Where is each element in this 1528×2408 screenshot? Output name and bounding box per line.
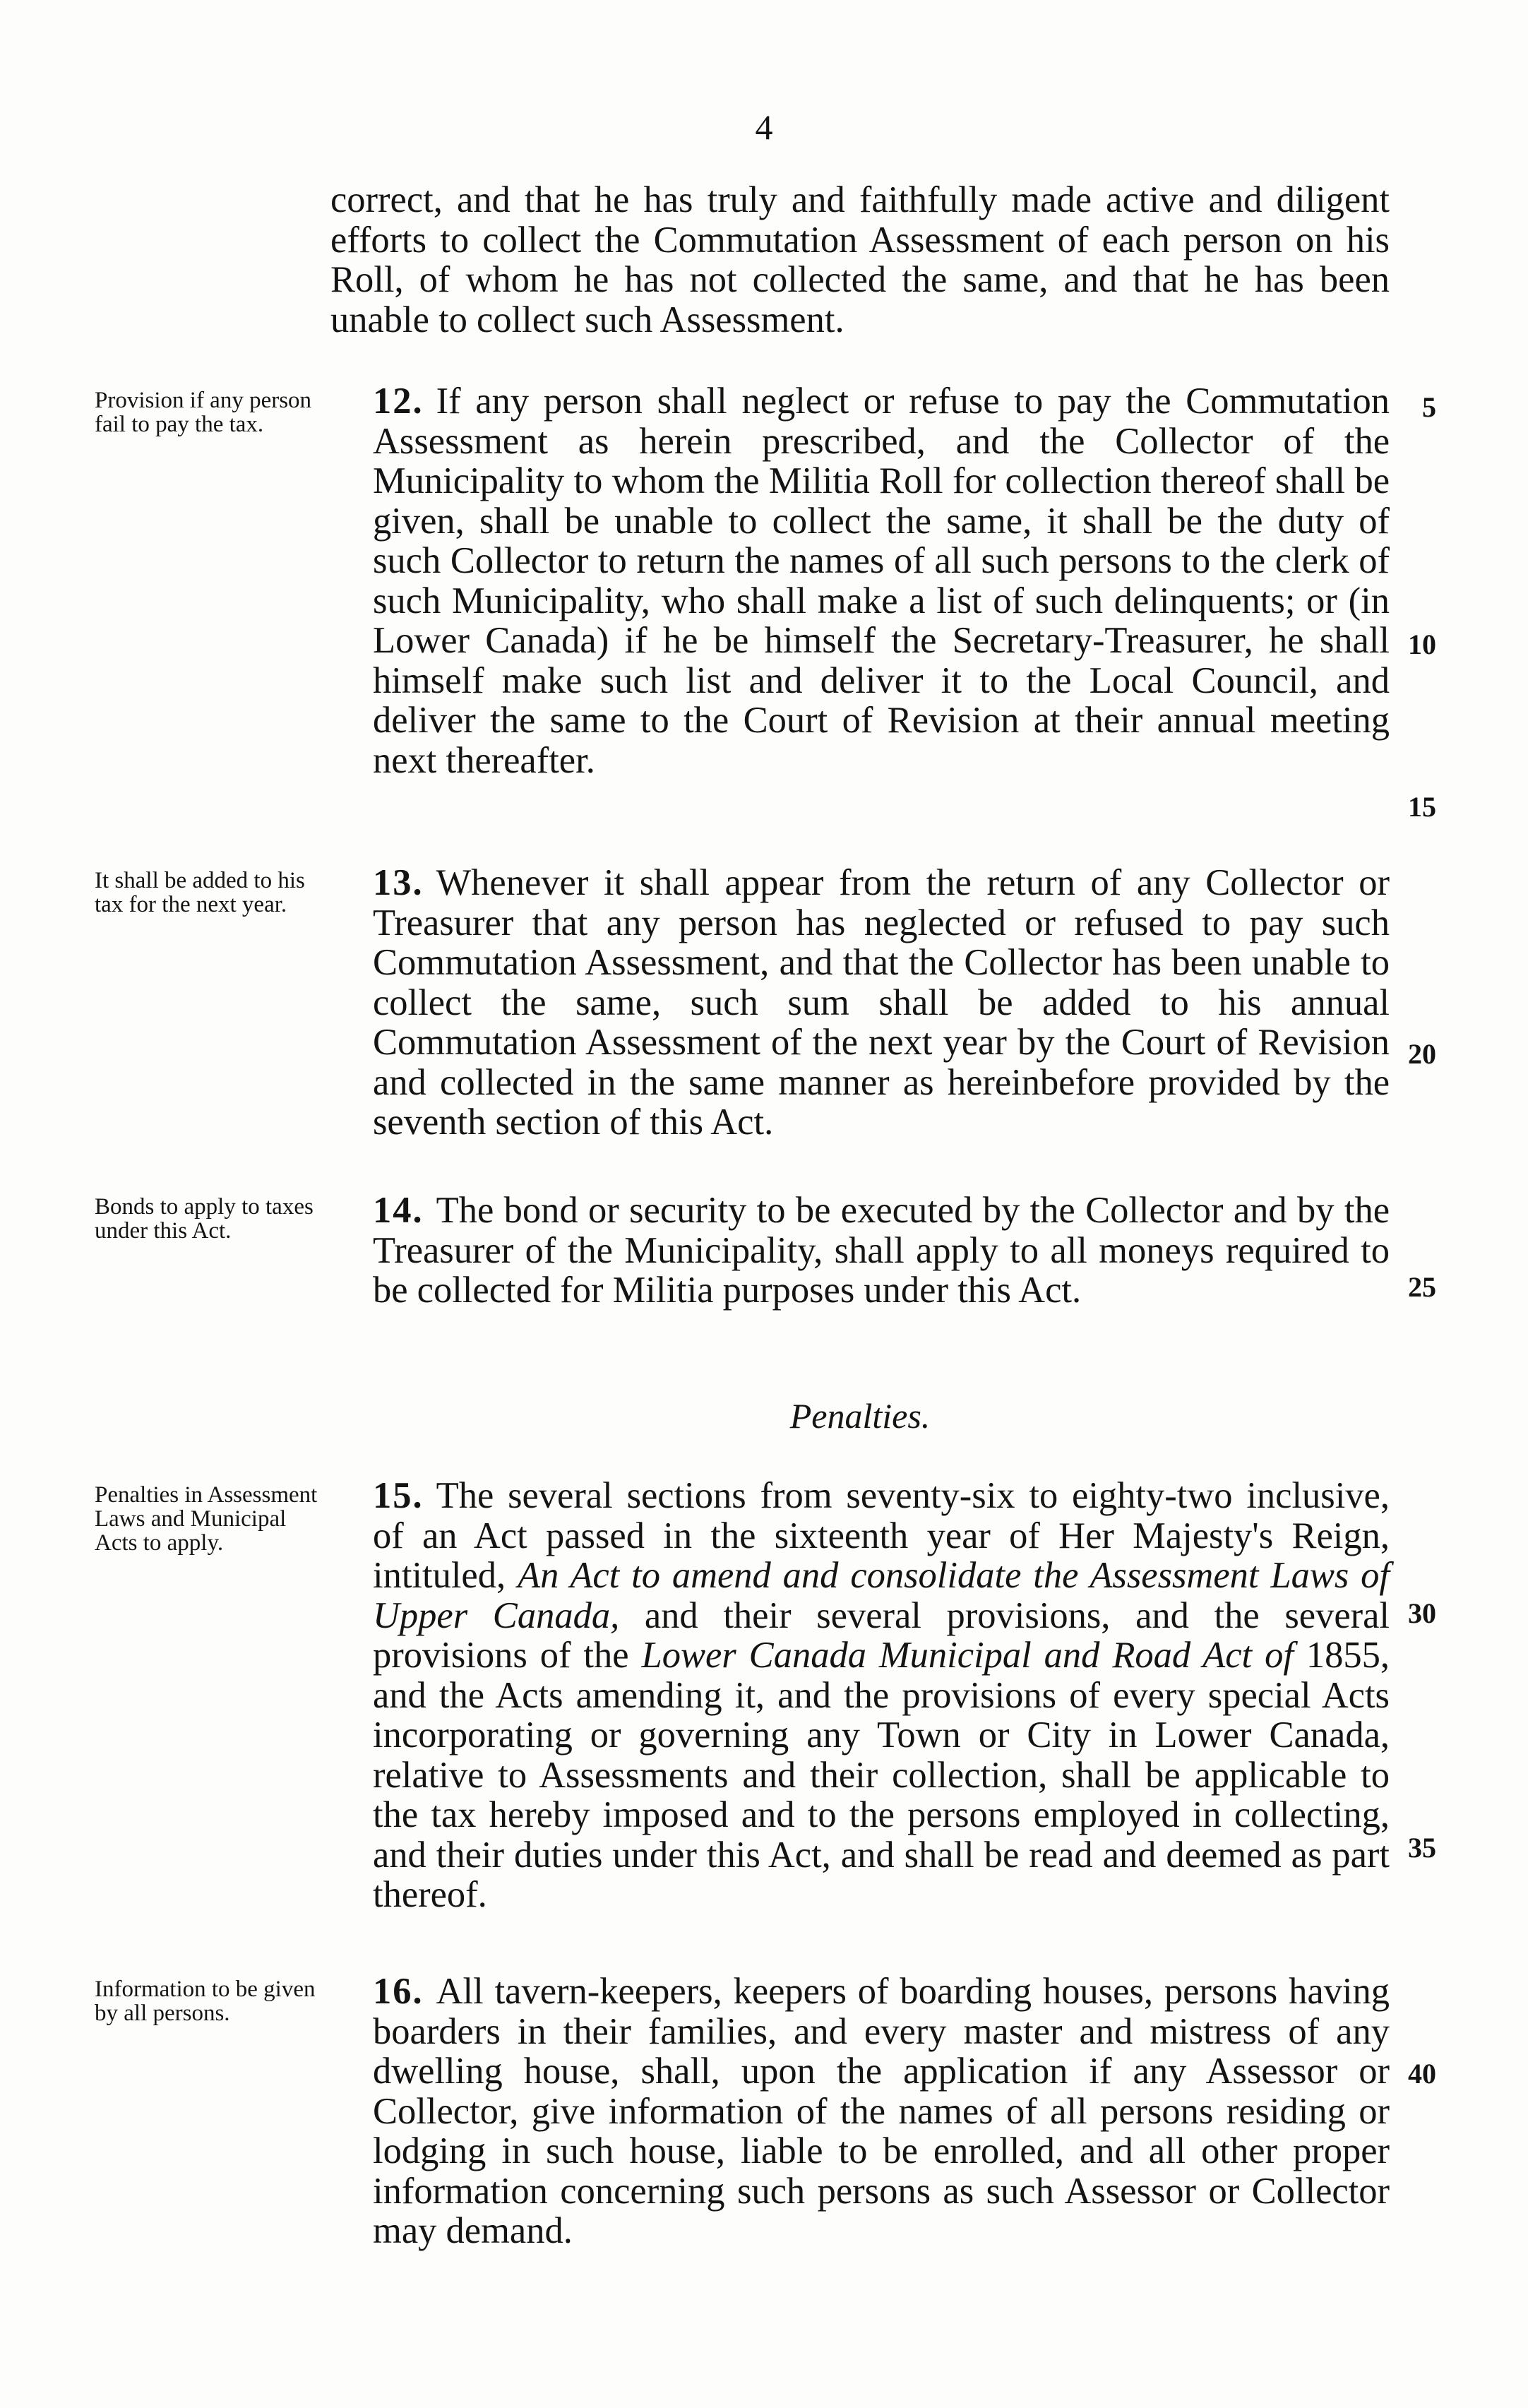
section-text-part-3: 1855, and the Acts amending it, and the provisions of every special Acts incorporating or governing any Town or City in Lower Canada, relative to Assessments and their collection, shall be applicable to the tax hereby imposed and to the persons employed in collecting, and their duties under this Act, and shall be read and deemed as part thereof. xyxy=(373,1635,1390,1915)
margin-note-section-15: Penalties in Assessment Laws and Municipal Acts to apply. xyxy=(95,1482,318,1556)
section-14-paragraph xyxy=(330,1191,1390,1311)
margin-note-section-13: It shall be added to his tax for the next year. xyxy=(95,868,305,917)
section-number: 16. xyxy=(373,1971,424,2012)
line-number: 40 xyxy=(1408,2058,1436,2090)
section-16-paragraph xyxy=(330,1972,1390,2251)
section-number: 15. xyxy=(373,1475,424,1516)
margin-note-section-12: Provision if any person fail to pay the tax. xyxy=(95,388,312,437)
section-text: If any person shall neglect or refuse to pay the Commutation Assessment as herein prescribed, and the Collector of the Municipality to whom the Militia Roll for collection thereof shall be given, shall be unable to collect the same, it shall be the duty of such Collector to return the names of all such persons to the clerk of such Municipality, who shall make a list of such delinquents; or (in Lower Canada) if he be himself the Secretary-Treasurer, he shall himself make such list and deliver it to the Local Council, and deliver the same to the Court of Revision at their annual meeting next thereafter. xyxy=(373,381,1390,781)
margin-note-section-16: Information to be given by all persons. xyxy=(95,1977,316,2026)
section-text: The bond or security to be executed by the Collector and by the Treasurer of the Municipality, shall apply to all moneys required to be collected for Militia purposes under this Act. xyxy=(373,1190,1390,1311)
line-number: 15 xyxy=(1408,791,1436,823)
act-title-upper-canada: An Act to amend and consolidate the Assessment Laws of Upper Canada, xyxy=(373,1555,1390,1636)
margin-note-section-14: Bonds to apply to taxes under this Act. xyxy=(95,1194,314,1244)
line-number: 20 xyxy=(1408,1038,1436,1070)
section-13-paragraph xyxy=(330,863,1390,1143)
line-number: 10 xyxy=(1408,628,1436,660)
section-number: 12. xyxy=(373,381,424,422)
section-text-part-2: and their several provisions, and the several provisions of the xyxy=(373,1595,1390,1676)
line-number: 30 xyxy=(1408,1597,1436,1629)
act-title-lower-canada: Lower Canada Municipal and Road Act of xyxy=(641,1635,1294,1676)
section-text-part-1: The several sections from seventy-six to eighty-two inclusive, of an Act passed in the sixteenth year of Her Majesty's Reign, intituled, xyxy=(373,1475,1390,1596)
section-number: 14. xyxy=(373,1190,424,1231)
line-number: 25 xyxy=(1408,1271,1436,1303)
section-text: Whenever it shall appear from the return of any Collector or Treasurer that any person has neglected or refused to pay such Commutation Assessment, and that the Collector has been unable to collect the same, such sum shall be added to his annual Commutation Assessment of the next year by the Court of Revision and collected in the same manner as hereinbefore provided by the seventh section of this Act. xyxy=(373,862,1390,1143)
section-heading-penalties: Penalties. xyxy=(789,1396,931,1436)
line-number: 5 xyxy=(1422,391,1436,423)
section-number: 13. xyxy=(373,862,424,903)
intro-paragraph: correct, and that he has truly and faithfully made active and diligent efforts to collect the Commutation Assessment of each person on his Roll, of whom he has not collected the same, and that he has been unable to collect such Assessment. xyxy=(330,179,1390,340)
section-12-paragraph xyxy=(330,381,1390,780)
page-number: 4 xyxy=(755,107,773,147)
section-text: All tavern-keepers, keepers of boarding houses, persons having boarders in their families, and every master and mistress of any dwelling house, shall, upon the application if any Assessor or Collector, give information of the names of all persons residing or lodging in such house, liable to be enrolled, and all other proper information concerning such persons as such Assessor or Collector may demand. xyxy=(373,1971,1390,2251)
section-15-paragraph xyxy=(330,1476,1390,1915)
line-number: 35 xyxy=(1408,1832,1436,1864)
